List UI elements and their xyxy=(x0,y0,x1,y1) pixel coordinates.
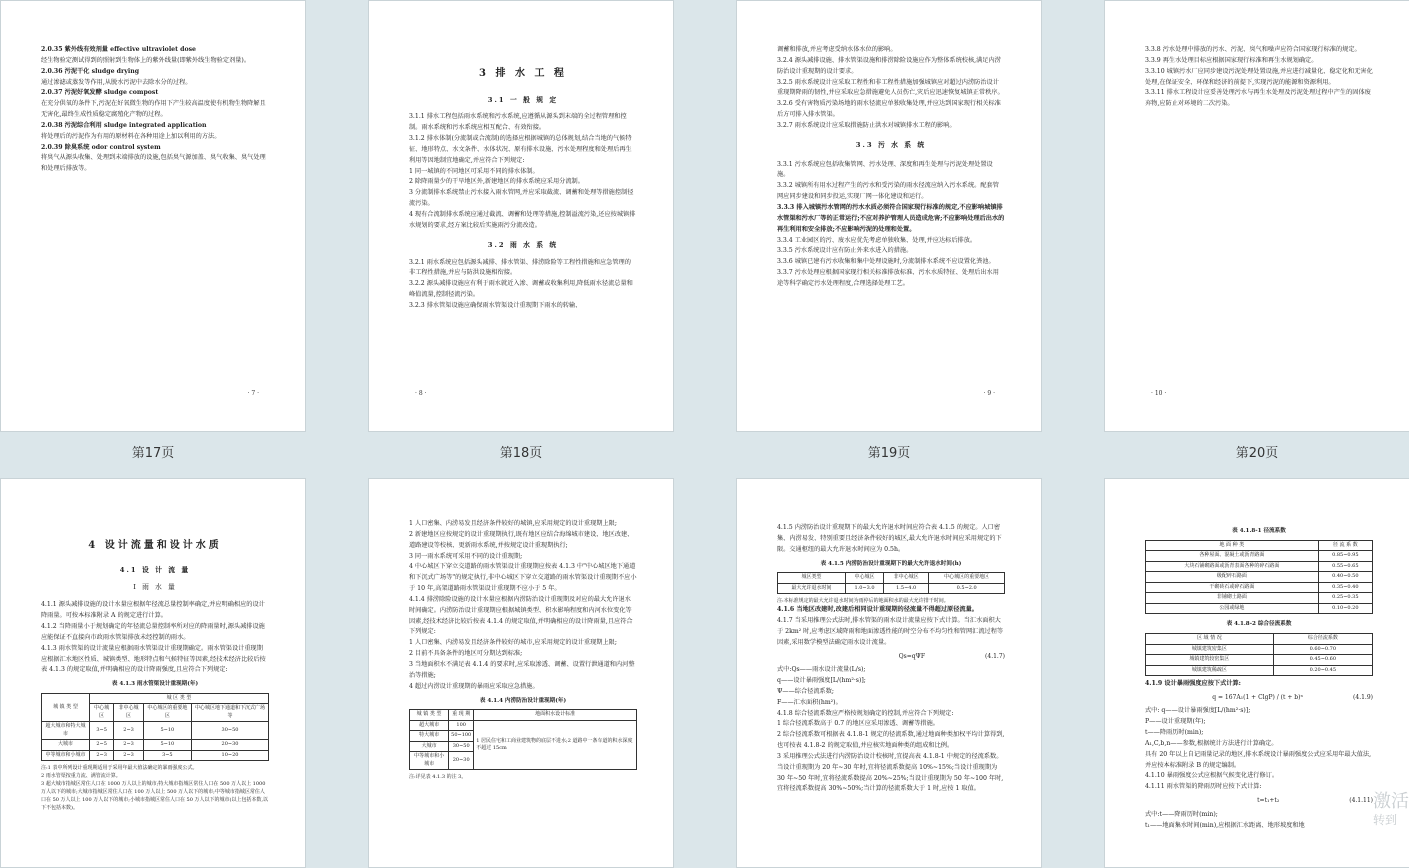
table-cell: 超大城市和特大城市 xyxy=(42,722,90,740)
chapter-title: 3 排 水 工 程 xyxy=(479,68,567,79)
text-line: 2 目前不具备条件的地区可分期达到标准; xyxy=(409,650,523,658)
page-caption-18[interactable]: 第18页 xyxy=(499,446,543,461)
table-cell: 0.60~0.70 xyxy=(1273,644,1372,655)
page-18[interactable] xyxy=(368,0,674,432)
page-24-defs-2 xyxy=(1145,810,1373,832)
text-line: A₁,C,b,n——参数,根据统计方法进行计算确定。 xyxy=(1145,739,1278,747)
text-line: P——设计重现期(年); xyxy=(1145,718,1206,726)
page-23-text-b xyxy=(777,605,1005,648)
runoff-table xyxy=(1145,540,1373,615)
page-23-defs xyxy=(777,665,1005,708)
page-21[interactable] xyxy=(0,478,306,868)
table-cell: 大城市 xyxy=(410,741,449,752)
text-line: 4.1.2 当降雨量小于规划确定的年径流总量控制率所对应的降雨量时,源头减排设施应能保证不直接向市政雨水管渠排放未经控制的雨水。 xyxy=(41,622,265,641)
table-cell: 0.20~0.45 xyxy=(1273,665,1372,676)
equation-body: q = 167A₁(1 + ClgP) / (t + b)ⁿ xyxy=(1212,693,1304,701)
table-row xyxy=(1146,665,1373,676)
activation-watermark xyxy=(1373,790,1409,829)
table-header: 非中心城区 xyxy=(883,573,928,584)
table-row xyxy=(1146,655,1373,666)
table-row xyxy=(1146,603,1373,614)
text-line: 式中:t——降雨历时(min); xyxy=(1145,810,1218,818)
table-row xyxy=(1146,582,1373,593)
page-22-text xyxy=(409,519,637,693)
table-cell: 10~20 xyxy=(192,750,269,761)
table-cell: 中等城市和小城市 xyxy=(42,750,90,761)
text-line: 4.1.1 源头减排设施的设计水量应根据年径流总量控制率确定,并应明确相应的设计降雨量。可按本标准附录 A 的规定进行计算。 xyxy=(41,601,265,620)
text-line: 2 除降雨量少的干旱地区外,新建地区的排水系统应采用分流制。 xyxy=(409,178,584,186)
table-cell: 2~5 xyxy=(89,740,114,751)
page-18-text-a xyxy=(409,112,637,231)
page-19-text-a xyxy=(777,45,1005,132)
page-caption-19[interactable]: 第19页 xyxy=(867,446,911,461)
text-line: 3.3.2 城镇所有用水过程产生的污水和受污染的雨水径流应纳入污水系统。配套管网应同步建设和同步投运,实现厂网一体化建设和运行。 xyxy=(777,182,999,201)
table-cell: 3~5 xyxy=(143,750,191,761)
table-cell: 城镇建筑稀疏区 xyxy=(1146,665,1274,676)
text-line: 1 人口密集、内涝易发且经济条件较好的城市,应采用规定的设计重现期上限; xyxy=(409,639,617,647)
equation xyxy=(777,652,1005,663)
text-line: 4.1.10 暴雨强度公式应根据气候变化进行修订。 xyxy=(1145,772,1279,780)
page-23-text-a xyxy=(777,523,1005,556)
page-24-defs xyxy=(1145,706,1373,793)
table-cell: 0.55~0.65 xyxy=(1318,561,1372,572)
text-line: t——降雨历时(min); xyxy=(1145,729,1204,737)
table-cell: 特大城市 xyxy=(410,731,449,742)
chapter-title: 4 设计流量和设计水质 xyxy=(88,540,222,551)
table-cell: 50~100 xyxy=(449,731,474,742)
text-line: 2.0.39 除臭系统 odor control system xyxy=(41,143,161,151)
text-line: 3.3.6 城镇已建有污水收集和集中处理设施时,分流制排水系统不应设置化粪池。 xyxy=(777,258,995,266)
text-line: q——设计暴雨强度[L/(hm²·s)]; xyxy=(777,677,866,685)
table-cell: 公园或绿地 xyxy=(1146,603,1319,614)
watermark-text: 激活 xyxy=(1373,791,1409,812)
table-row xyxy=(42,722,269,740)
recurrence-table xyxy=(41,693,269,762)
table-row xyxy=(1146,644,1373,655)
table-cell: 1.0~3.0 xyxy=(846,583,884,594)
text-line: 3.3.7 污水处理应根据国家现行相关标准排放标准、污水水质特征、处理后出水用途等科学确定污水处理程度,合理选择处理工艺。 xyxy=(777,269,999,287)
equation-number: (4.1.11) xyxy=(1349,797,1373,805)
table-caption: 表 4.1.8-1 径流系数 xyxy=(1232,528,1286,534)
table-row xyxy=(1146,551,1373,562)
text-line: t₁——地面集水时间(min),应根据汇水距离、地形坡度和地 xyxy=(1145,821,1305,829)
table-caption: 表 4.1.8-2 综合径流系数 xyxy=(1226,621,1292,628)
table-cell: 2~3 xyxy=(114,750,143,761)
table-cell: 大城市 xyxy=(42,740,90,751)
table-note: 注:本标准规定的最大允许退水时间为雨停后的地面积水的最大允许排干时间。 xyxy=(777,598,949,605)
table-header: 地 面 种 类 xyxy=(1146,540,1319,551)
page-caption-17[interactable]: 第17页 xyxy=(131,446,175,461)
table-header: 非中心城区 xyxy=(114,704,143,722)
table-cell: 1.5~4.0 xyxy=(883,583,928,594)
text-line: 3 采用推理公式法进行内涝防治设计校核时,宜提高表 4.1.8-1 中规定的径流系数。当设计重现期为 20 年~30 年时,宜将径流系数提高 10%~15%;当设计重现期为 30 年~50 年时,宜将径流系数提高 20%~25%;当设计重现期为 50 年~100 年时,宜将径流系数提高 30%~50%;当计算的径流系数大于 1 时,应按 1 取值。 xyxy=(777,752,1004,793)
table-cell: 级配碎石路面 xyxy=(1146,572,1319,583)
page-22[interactable] xyxy=(368,478,674,868)
table-cell: 0.85~0.95 xyxy=(1318,551,1372,562)
table-cell: 城镇建筑密集区 xyxy=(1146,644,1274,655)
table-row xyxy=(1146,561,1373,572)
text-line: 4.1.11 雨水管渠的降雨历时应按下式计算: xyxy=(1145,783,1262,791)
table-cell: 城镇建筑较密集区 xyxy=(1146,655,1274,666)
table-header: 地面积水设计标准 xyxy=(474,710,637,721)
table-cell: 5~10 xyxy=(143,740,191,751)
text-line: 3.3.8 污水处理中排放的污水、污泥、臭气和噪声应符合国家现行标准的规定。 xyxy=(1145,46,1361,53)
text-line: 4.1.5 内涝防治设计重现期下的最大允许退水时间应符合表 4.1.5 的规定。人口密集、内涝易发、特别重要且经济条件较好的城区,最大允许退水时间应采用规定的下限。交通枢纽的最大允许退水时间应为 0.5h。 xyxy=(777,524,1002,553)
page-18-text-b xyxy=(409,258,637,312)
table-cell: 中等城市和小城市 xyxy=(410,752,449,770)
equation-body: Qs=qΨF xyxy=(898,652,926,660)
table-header: 中心城区 xyxy=(846,573,884,584)
text-line: 将臭气从源头收集、处理到末端排放的设施,包括臭气源加盖、臭气收集、臭气处理和处理后排放等。 xyxy=(41,154,266,173)
equation xyxy=(1145,693,1373,704)
table-caption: 表 4.1.4 内涝防治设计重现期(年) xyxy=(479,697,567,704)
text-line: 2.0.36 污泥干化 sludge drying xyxy=(41,67,140,75)
section-title: 3.2 雨 水 系 统 xyxy=(487,240,559,249)
page-20[interactable] xyxy=(1104,0,1409,432)
table-cell: 超大城市 xyxy=(410,720,449,731)
text-line: 2 新建地区应按规定的设计重现期执行,既有地区应结合海绵城市建设、地区改建、道路建设等校核、更新雨水系统,并按规定设计重现期执行; xyxy=(409,530,634,549)
table-header: 径 流 系 数 xyxy=(1318,540,1372,551)
table-cell: 干砌砖石或碎石路面 xyxy=(1146,582,1319,593)
text-line: 3.2.3 排水管渠设施应确保雨水管渠设计重现期下雨水的转输、 xyxy=(409,301,582,309)
text-line: 4.1.6 当地区改建时,改建后相同设计重现期的径流量不得超过原径流量。 xyxy=(777,606,978,614)
table-header: 综合径流系数 xyxy=(1273,634,1372,645)
table-cell: 30~50 xyxy=(449,741,474,752)
table-cell: 30~50 xyxy=(192,722,269,740)
text-line: Ψ——综合径流系数; xyxy=(777,687,835,695)
section-title: 3.3 污 水 系 统 xyxy=(855,140,927,149)
table-header: 城区类型 xyxy=(778,573,846,584)
table-notes xyxy=(41,764,269,812)
page-21-text xyxy=(41,600,269,676)
page-number: · 9 · xyxy=(983,390,995,397)
page-19-text-b xyxy=(777,160,1005,290)
table-header: 中心城区的重要地区 xyxy=(143,704,191,722)
table-cell: 0.40~0.50 xyxy=(1318,572,1372,583)
text-line: 3 分流制排水系统禁止污水接入雨水管网,并应采取截流、调蓄和处理等措施控制径流污染。 xyxy=(409,189,634,208)
table-cell: 0.35~0.40 xyxy=(1318,582,1372,593)
page-19[interactable] xyxy=(736,0,1042,432)
text-line: 将处理后的污泥作为有用的原材料在各种用途上加以利用的方法。 xyxy=(41,132,221,140)
table-header: 中心城区 xyxy=(89,704,114,722)
text-line: 3.3.9 再生水处理目标应根据国家现行标准和再生水规划确定。 xyxy=(1145,56,1318,64)
equation xyxy=(1145,796,1373,807)
text-line: 3.3.4 工业园区的污、废水应优先考虑单独收集、处理,并应达标后排放。 xyxy=(777,236,977,244)
table-caption: 表 4.1.3 雨水管渠设计重现期(年) xyxy=(111,681,199,688)
text-line: 3.2.7 雨水系统设计应采取措施防止洪水对城镇排水工程的影响。 xyxy=(777,121,956,129)
page-24[interactable] xyxy=(1104,478,1409,868)
table-cell: 0.25~0.35 xyxy=(1318,593,1372,604)
text-line: 3.3.1 污水系统应包括收集管网、污水处理、深度和再生处理与污泥处理处置设施。 xyxy=(777,160,993,179)
text-line: 2 综合径流系数可根据表 4.1.8-1 规定的径流系数,通过地面种类加权平均计算得到,也可按表 4.1.8-2 的规定取值,并应核实地面种类的组成和比例。 xyxy=(777,731,1005,750)
section-title: 4.1 设 计 流 量 xyxy=(119,565,191,574)
text-line: 1 同一城镇的不同地区可采用不同的排水体制。 xyxy=(409,167,539,175)
text-line: F——汇水面积(hm²)。 xyxy=(777,698,842,706)
text-line: 3.2.6 受有害物质污染场地的雨水径流应单独收集处理,并应达到国家现行相关标准后方可排入排水管渠。 xyxy=(777,100,1001,119)
table-cell: 2~3 xyxy=(114,722,143,740)
table-caption: 表 4.1.5 内涝防治设计重现期下的最大允许退水时间(h) xyxy=(820,560,962,567)
table-row xyxy=(410,720,637,731)
text-line: 4.1.7 当采用推理公式法时,排水管渠的雨水设计流量应按下式计算。当汇水面积大于 2km² 时,应考虑区域降雨和地面渗透性能的时空分布不均匀性和管网汇流过程等因素,采用数学模型法确定雨水设计流量。 xyxy=(777,617,1004,646)
table-cell: 非铺砌土路面 xyxy=(1146,593,1319,604)
page-17-text xyxy=(41,45,269,175)
text-line: 式中: q——设计暴雨强度[L/(hm²·s)]; xyxy=(1145,707,1251,715)
table-cell: 2~3 xyxy=(89,750,114,761)
text-line: 3 当地面积水不满足表 4.1.4 的要求时,应采取渗透、调蓄、设置行泄通道和内河整治等措施; xyxy=(409,660,635,679)
table-row xyxy=(42,750,269,761)
text-line: 4.1.4 排涝除险设施的设计水量应根据内涝防治设计重现期及对应的最大允许退水时间确定。内涝防治设计重现期应根据城镇类型、积水影响程度和内河水位变化等因素,经技术经济比较后按表 4.1.4 的规定取值,并明确相应的设计降雨量,且应符合下列规定: xyxy=(409,595,633,636)
table-cell: 100 xyxy=(449,720,474,731)
text-line: 3.2.2 源头减排设施应有利于雨水就近入渗、调蓄或收集利用,降低雨水径流总量和峰值流量,控制径流污染。 xyxy=(409,280,633,299)
page-23[interactable] xyxy=(736,478,1042,868)
text-line: 3.3.3 排入城镇污水管网的污水水质必须符合国家现行标准的规定,不应影响城镇排水管渠和污水厂等的正常运行;不应对养护管理人员造成危害;不应影响处理后出水的再生利用和安全排放;不应影响污泥的处理和处置。 xyxy=(777,204,1005,233)
text-line: 1 人口密集、内涝易发且经济条件较好的城镇,应采用规定的设计重现期上限; xyxy=(409,520,617,527)
table-cell: 20~30 xyxy=(449,752,474,770)
clause: 4.1.9 设计暴雨强度应按下式计算: xyxy=(1145,680,1241,688)
table-header: 城 区 类 型 xyxy=(89,693,268,704)
text-line: 2 雨水管渠按重力流、满管流计算。 xyxy=(41,773,121,780)
text-line: 3.1.2 排水体制(分流制或合流制)的选择应根据城镇的总体规划,结合当地的气候特征、地形特点、水文条件、水体状况、原有排水设施、污水处理程度和处理后再生利用等因地制宜地确定,并应符合下列规定: xyxy=(409,135,632,164)
table-cell: 5~10 xyxy=(143,722,191,740)
text-line: 4 现有合流制排水系统应通过截流、调蓄和处理等措施,控制溢流污染,还应按城镇排水规划的要求,经方案比较后实施雨污分流改造。 xyxy=(409,210,636,229)
text-line: 2.0.35 紫外线有效剂量 effective ultraviolet dose xyxy=(41,46,196,53)
page-20-text xyxy=(1145,45,1373,110)
text-line: 式中:Qs——雨水设计流量(L/s); xyxy=(777,666,866,674)
text-line: 2.0.38 污泥综合利用 sludge integrated application xyxy=(41,121,207,129)
page-17[interactable] xyxy=(0,0,306,432)
equation-number: (4.1.7) xyxy=(985,652,1005,660)
text-line: 经生物验定测试得到的照射到生物体上的紫外线量(即紫外线生物验定剂量)。 xyxy=(41,56,251,64)
text-line: 3.3.11 排水工程设计应妥善处理污水与再生水处理及污泥处理过程中产生的固体废弃物,应防止对环境的二次污染。 xyxy=(1145,89,1371,108)
text-line: 调蓄和排放,并应考虑受纳水体水位的影响。 xyxy=(777,46,897,53)
text-line: 3.2.5 雨水系统设计应采取工程性和非工程性措施加强城镇应对超过内涝防治设计重现期降雨的韧性,并应采取应急措施避免人员伤亡,灾后应迅速恢复城镇正常秩序。 xyxy=(777,78,1004,97)
table-cell: 1 居民住宅和工商业建筑物的底层不进水;2 道路中一条车道的积水深度不超过 15cm xyxy=(474,720,637,770)
text-line: 具有 20 年以上自记雨量记录的地区,排水系统设计暴雨强度公式应采用年最大值法,并应按本标准附录 B 的规定编制。 xyxy=(1145,750,1372,769)
text-line: 注:1 表中所列设计重现期适用于采用年最大值法确定的暴雨强度公式。 xyxy=(41,765,198,772)
text-line: 3.1.1 排水工程包括雨水系统和污水系统,应遵循从源头到末端的全过程管理和控制。雨水系统和污水系统应相互配合、有效衔接。 xyxy=(409,113,627,132)
subsection-title: Ⅰ 雨 水 量 xyxy=(133,583,177,592)
table-cell: 20~30 xyxy=(192,740,269,751)
text-line: 4 超过内涝设计重现期的暴雨应采取应急措施。 xyxy=(409,682,539,690)
page-caption-20[interactable]: 第20页 xyxy=(1235,446,1279,461)
flood-table xyxy=(409,709,637,770)
page-number: · 8 · xyxy=(415,390,427,397)
table-cell: 大块石铺砌路面或沥青表面各种的碎石路面 xyxy=(1146,561,1319,572)
table-header: 区 域 情 况 xyxy=(1146,634,1274,645)
page-23-text-c xyxy=(777,709,1005,796)
page-number: · 10 · xyxy=(1151,390,1167,397)
page-number: · 7 · xyxy=(247,390,259,397)
table-cell: 各种屋面、混凝土或沥青路面 xyxy=(1146,551,1319,562)
table-header: 重 现 期 xyxy=(449,710,474,721)
section-title: 3.1 一 般 规 定 xyxy=(487,95,559,104)
table-cell: 3~5 xyxy=(89,722,114,740)
watermark-text: 转到 xyxy=(1373,813,1398,828)
text-line: 3.3.10 城镇污水厂应同步建设污泥处理处置设施,并应进行减量化、稳定化和无害化处理,在保证安全、环保和经济的前提下,实现污泥的能源和资源利用。 xyxy=(1145,67,1373,86)
combined-runoff-table xyxy=(1145,633,1373,676)
text-line: 3 同一雨水系统可采用不同的设计重现期; xyxy=(409,552,523,560)
equation-number: (4.1.9) xyxy=(1353,693,1373,701)
text-line: 通过渗滤或蒸发等作用,从脱水污泥中去除水分的过程。 xyxy=(41,78,192,86)
text-line: 4 中心城区下穿立交道路的雨水管渠设计重现期应按表 4.1.3 中"中心城区地下通道和下沉式广场等"的规定执行,非中心城区下穿立交道路的雨水管渠设计重现期不应小于 10 年,高架道路雨水管渠设计重现期不应小于 5 年。 xyxy=(409,563,637,593)
text-line: 3 超大城市指城区常住人口在 1000 万人以上的城市;特大城市指城区常住人口在 500 万人以上 1000 万人以下的城市;大城市指城区常住人口在 100 万人以上 500 万人以下的城市;中等城市指城区常住人口在 50 万人以上 100 万人以下的城市;小城市指城区常住人口在 50 万人以下的城市(以上包括本数,以下不包括本数)。 xyxy=(41,781,269,812)
text-line: 4.1.3 雨水管渠的设计流量应根据雨水管渠设计重现期确定。雨水管渠设计重现期应根据汇水地区性质、城镇类型、地形特点和气候特征等因素,经技术经济比较后按表 4.1.3 的规定取值,并明确相应的设计降雨强度,且应符合下列规定: xyxy=(41,644,266,674)
table-row xyxy=(42,740,269,751)
table-header: 城 镇 类 型 xyxy=(42,693,90,722)
table-header: 中心城区的重要地区 xyxy=(929,573,1005,584)
table-note: 注:详见表 4.1.3 的注 3。 xyxy=(409,774,467,781)
table-cell: 0.45~0.60 xyxy=(1273,655,1372,666)
text-line: 3.2.1 雨水系统应包括源头减排、排水管渠、排涝除险等工程性措施和应急管理的非工程性措施,并应与防洪设施相衔接。 xyxy=(409,258,631,277)
text-line: 3.3.5 污水系统设计应有防止外来水进入的措施。 xyxy=(777,247,913,255)
table-row xyxy=(1146,572,1373,583)
table-header: 城 镇 类 型 xyxy=(410,710,449,721)
text-line: 4.1.8 综合径流系数应严格按规划确定的控制,并应符合下列规定: xyxy=(777,709,954,717)
table-header: 中心城区地下通道和下沉式广场等 xyxy=(192,704,269,722)
table-cell: 最大允许退水时间 xyxy=(778,583,846,594)
table-cell: 0.5~2.0 xyxy=(929,583,1005,594)
table-row xyxy=(1146,593,1373,604)
table-cell: 2~3 xyxy=(114,740,143,751)
drain-time-table xyxy=(777,572,1005,594)
table-cell: 0.10~0.20 xyxy=(1318,603,1372,614)
text-line: 1 综合径流系数高于 0.7 的地区应采用渗透、调蓄等措施。 xyxy=(777,720,939,728)
text-line: 在充分供氧的条件下,污泥在好氧微生物的作用下产生较高温度使有机物生物降解且无害化,最终生成性质稳定腐殖化产物的过程。 xyxy=(41,100,266,119)
equation-body: t=t₁+t₂ xyxy=(1257,797,1280,805)
text-line: 2.0.37 污泥好氧发酵 sludge compost xyxy=(41,89,159,97)
text-line: 3.2.4 源头减排设施、排水管渠设施和排涝除险设施应作为整体系统校核,满足内涝防治设计重现期的设计要求。 xyxy=(777,56,1001,75)
